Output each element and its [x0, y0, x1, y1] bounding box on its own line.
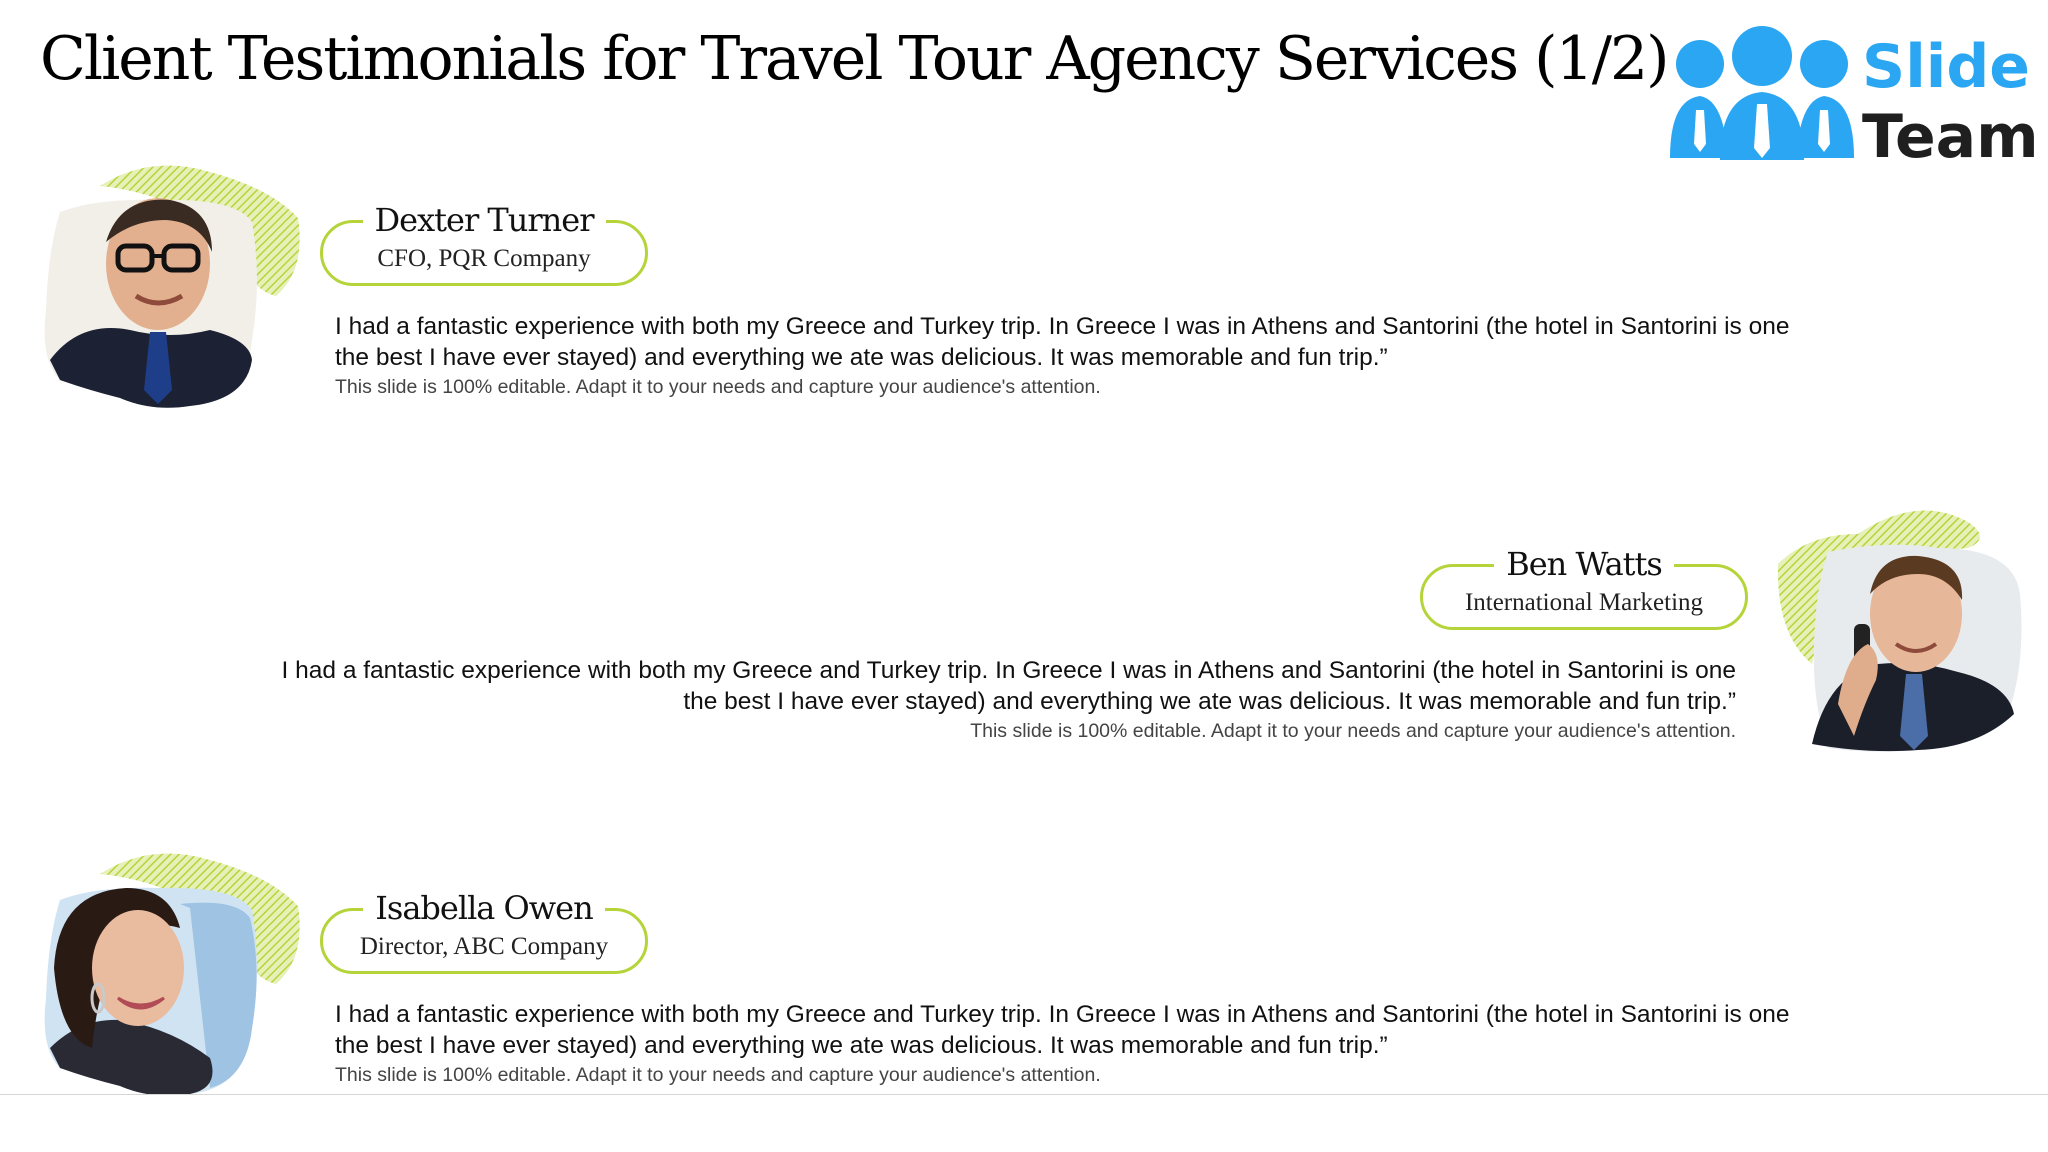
testimonial-role: Director, ABC Company — [359, 933, 609, 960]
logo-text-team: Team — [1862, 102, 2039, 172]
page-title: Client Testimonials for Travel Tour Agency Services (1/2) — [40, 24, 1668, 94]
testimonial-quote — [150, 655, 1736, 717]
avatar-ben-watts — [1768, 504, 2028, 754]
quote-line: the best I have ever stayed) and everything we ate was delicious. It was memorable and fun trip.” — [683, 688, 1736, 715]
testimonial-name: Ben Watts — [1494, 545, 1674, 583]
avatar-dexter-turner — [40, 160, 300, 410]
avatar-isabella-owen — [40, 848, 300, 1098]
quote-line: I had a fantastic experience with both my Greece and Turkey trip. In Greece I was in Athens and Santorini (the hotel in Santorini is one — [335, 313, 1790, 340]
name-badge — [320, 201, 648, 286]
below-slide-area — [0, 1095, 2048, 1152]
quote-line: I had a fantastic experience with both my Greece and Turkey trip. In Greece I was in Athens and Santorini (the hotel in Santorini is one — [281, 657, 1736, 684]
testimonial-role: CFO, PQR Company — [377, 245, 591, 272]
quote-line: the best I have ever stayed) and everything we ate was delicious. It was memorable and fun trip.” — [335, 344, 1388, 371]
logo-text-slide: Slide — [1862, 32, 2030, 102]
quote-line: the best I have ever stayed) and everything we ate was delicious. It was memorable and fun trip.” — [335, 1032, 1388, 1059]
testimonial-role: International Marketing — [1464, 589, 1704, 616]
testimonial-quote — [335, 311, 1789, 373]
name-badge — [1420, 545, 1748, 630]
quote-line: I had a fantastic experience with both my Greece and Turkey trip. In Greece I was in Athens and Santorini (the hotel in Santorini is one — [335, 1001, 1790, 1028]
testimonial-quote — [335, 999, 1789, 1061]
testimonial-name: Isabella Owen — [363, 889, 604, 927]
team-people-icon — [1662, 26, 1862, 166]
testimonial-note: This slide is 100% editable. Adapt it to your needs and capture your audience's attention. — [335, 376, 1101, 398]
name-badge — [320, 889, 648, 974]
slideteam-logo — [1662, 26, 2039, 176]
testimonial-name: Dexter Turner — [363, 201, 606, 239]
testimonial-note: This slide is 100% editable. Adapt it to your needs and capture your audience's attention. — [970, 720, 1736, 742]
testimonial-note: This slide is 100% editable. Adapt it to your needs and capture your audience's attention. — [335, 1064, 1101, 1086]
